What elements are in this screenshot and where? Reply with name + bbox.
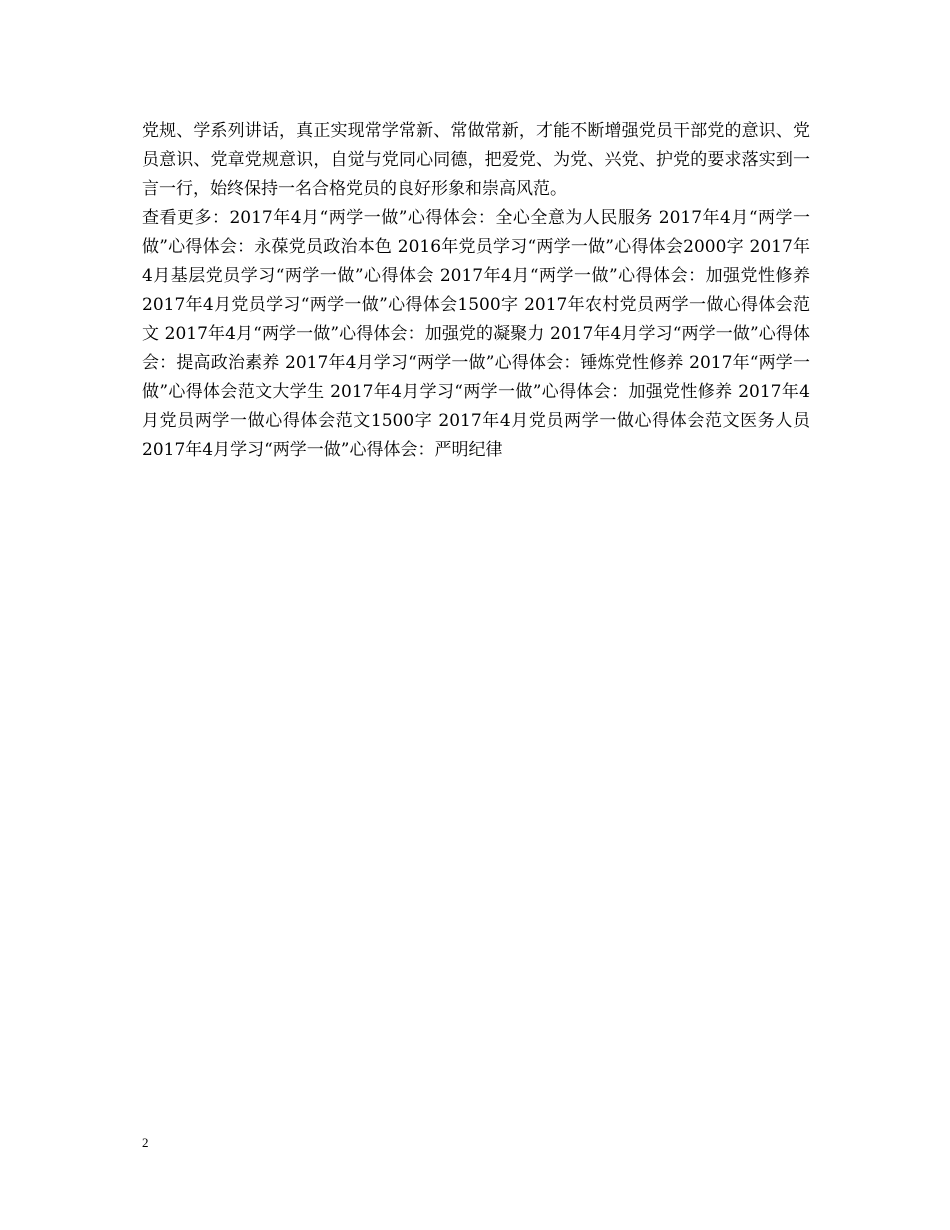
body-text <box>142 117 810 465</box>
page-number: 2 <box>142 1135 149 1150</box>
paragraph-see-more: 查看更多：2017年4月“两学一做”心得体会：全心全意为人民服务 2017年4月“两学一做”心得体会：永葆党员政治本色 2016年党员学习“两学一做”心得体会2000字 2017年4月基层党员学习“两学一做”心得体会 2017年4月“两学一做”心得体会：加强党性修养 2017年4月党员学习“两学一做”心得体会1500字 2017年农村党员两学一做心得体会范文 2017年4月“两学一做”心得体会：加强党的凝聚力 2017年4月学习“两学一做”心得体会：提高政治素养 2017年4月学习“两学一做”心得体会：锤炼党性修养 2017年“两学一做”心得体会范文大学生 2017年4月学习“两学一做”心得体会：加强党性修养 2017年4月党员两学一做心得体会范文1500字 2017年4月党员两学一做心得体会范文医务人员 2017年4月学习“两学一做”心得体会：严明纪律 <box>142 208 810 460</box>
paragraph-conclusion: 党规、学系列讲话，真正实现常学常新、常做常新，才能不断增强党员干部党的意识、党员意识、党章党规意识，自觉与党同心同德，把爱党、为党、兴党、护党的要求落实到一言一行，始终保持一名合格党员的良好形象和崇高风范。 <box>142 121 810 199</box>
